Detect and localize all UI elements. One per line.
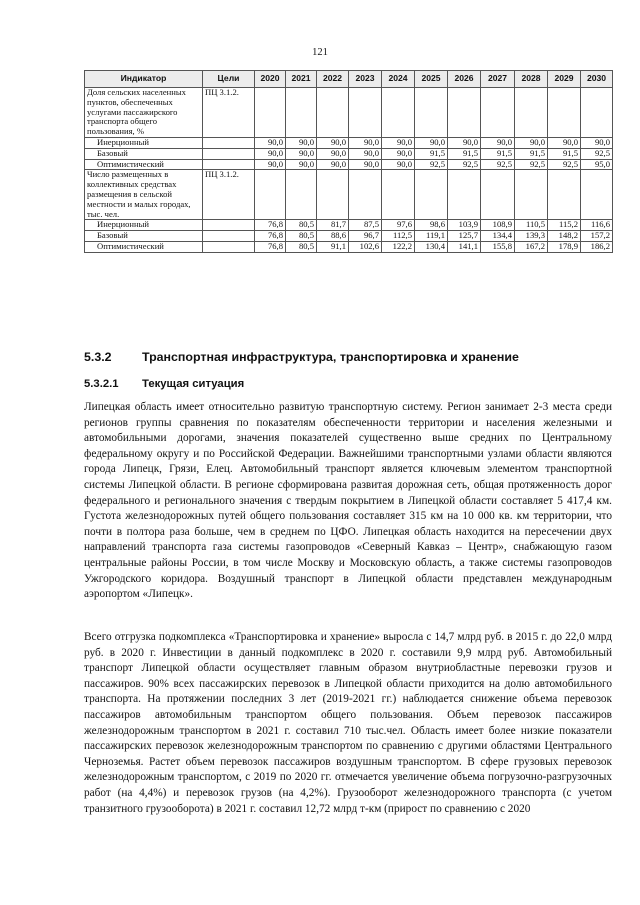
indicator-name: Число размещенных в коллективных средствах размещения в сельской местности и малых городах, тыс. чел. [85, 170, 203, 220]
value-cell: 92,5 [581, 148, 613, 159]
empty-cell [481, 170, 515, 220]
paragraph-transport-system: Липецкая область имеет относительно развитую транспортную систему. Регион занимает 2-3 места среди регионов группы сравнения по показателям обеспеченности территории и населения железными и автомобильными дорогами, значения показателей существенно выше средних по Центральному федеральному округу и по Российской Федерации. Важнейшими транспортными узлами области являются города Липецк, Грязи, Елец. Автомобильный транспорт является ключевым элементом транспортной системы Липецкой области. В регионе сформирована развитая дорожная сеть, общая протяженность дорог федерального и регионального значения с твердым покрытием в Липецкой области составляет 5 417,4 км. Густота железнодорожных путей общего пользования составляет 315 км на 10 000 кв. км территории, что почти в полтора раза больше, чем в среднем по ЦФО. Липецкая область находится на пересечении двух направлений транспорта газа системы газопроводов «Северный Кавказ – Центр», снабжающую газом центральные районы России, в том числе Москву и Московскую область, а также системы газопроводов Ужгородского коридора. Воздушный транспорт в Липецкой области представлен международным аэропортом «Липецк». [84, 401, 612, 601]
value-cell: 88,6 [317, 231, 349, 242]
value-cell: 92,5 [415, 159, 448, 170]
value-cell: 141,1 [448, 241, 481, 252]
empty-cell [349, 170, 382, 220]
value-cell: 90,0 [317, 137, 349, 148]
empty-cell [515, 88, 548, 138]
column-header: 2028 [515, 71, 548, 88]
value-cell: 91,5 [548, 148, 581, 159]
table-row [85, 220, 613, 231]
table-body [85, 88, 613, 253]
value-cell: 92,5 [448, 159, 481, 170]
value-cell: 90,0 [349, 148, 382, 159]
empty-cell [203, 137, 255, 148]
value-cell: 103,9 [448, 220, 481, 231]
empty-cell [286, 170, 317, 220]
column-header: 2023 [349, 71, 382, 88]
value-cell: 90,0 [415, 137, 448, 148]
table-header [85, 71, 613, 88]
empty-cell [203, 159, 255, 170]
value-cell: 167,2 [515, 241, 548, 252]
indicator-name-row [85, 88, 613, 138]
empty-cell [203, 231, 255, 242]
empty-cell [448, 170, 481, 220]
value-cell: 90,0 [581, 137, 613, 148]
table-row [85, 231, 613, 242]
value-cell: 90,0 [286, 148, 317, 159]
empty-cell [349, 88, 382, 138]
value-cell: 80,5 [286, 231, 317, 242]
value-cell: 90,0 [382, 148, 415, 159]
value-cell: 178,9 [548, 241, 581, 252]
empty-cell [415, 170, 448, 220]
empty-cell [548, 88, 581, 138]
value-cell: 125,7 [448, 231, 481, 242]
empty-cell [286, 88, 317, 138]
value-cell: 110,5 [515, 220, 548, 231]
value-cell: 90,0 [255, 159, 286, 170]
value-cell: 91,5 [448, 148, 481, 159]
value-cell: 91,5 [415, 148, 448, 159]
section-number: 5.3.2 [84, 350, 112, 364]
value-cell: 98,6 [415, 220, 448, 231]
value-cell: 112,5 [382, 231, 415, 242]
value-cell: 134,4 [481, 231, 515, 242]
column-header: 2029 [548, 71, 581, 88]
value-cell: 96,7 [349, 231, 382, 242]
column-header: 2024 [382, 71, 415, 88]
value-cell: 90,0 [448, 137, 481, 148]
column-header: Индикатор [85, 71, 203, 88]
value-cell: 90,0 [317, 148, 349, 159]
empty-cell [203, 148, 255, 159]
indicator-goal: ПЦ 3.1.2. [203, 88, 255, 138]
value-cell: 92,5 [548, 159, 581, 170]
value-cell: 90,0 [349, 159, 382, 170]
value-cell: 115,2 [548, 220, 581, 231]
indicator-name-row [85, 170, 613, 220]
section-heading-5-3-2-1 [84, 378, 244, 390]
empty-cell [581, 170, 613, 220]
empty-cell [515, 170, 548, 220]
empty-cell [255, 170, 286, 220]
value-cell: 157,2 [581, 231, 613, 242]
empty-cell [581, 88, 613, 138]
column-header: 2025 [415, 71, 448, 88]
column-header: 2021 [286, 71, 317, 88]
empty-cell [382, 88, 415, 138]
value-cell: 97,6 [382, 220, 415, 231]
value-cell: 90,0 [317, 159, 349, 170]
scenario-label: Оптимистический [85, 241, 203, 252]
subsection-number: 5.3.2.1 [84, 378, 119, 390]
value-cell: 122,2 [382, 241, 415, 252]
column-header: 2020 [255, 71, 286, 88]
value-cell: 186,2 [581, 241, 613, 252]
empty-cell [203, 220, 255, 231]
column-header: 2022 [317, 71, 349, 88]
value-cell: 90,0 [286, 137, 317, 148]
table-row [85, 148, 613, 159]
value-cell: 90,0 [255, 148, 286, 159]
subsection-title: Текущая ситуация [142, 378, 245, 390]
scenario-label: Инерционный [85, 220, 203, 231]
value-cell: 80,5 [286, 220, 317, 231]
value-cell: 91,5 [515, 148, 548, 159]
value-cell: 139,3 [515, 231, 548, 242]
value-cell: 90,0 [481, 137, 515, 148]
value-cell: 95,0 [581, 159, 613, 170]
value-cell: 90,0 [255, 137, 286, 148]
value-cell: 91,1 [317, 241, 349, 252]
empty-cell [317, 88, 349, 138]
value-cell: 92,5 [515, 159, 548, 170]
value-cell: 130,4 [415, 241, 448, 252]
value-cell: 91,5 [481, 148, 515, 159]
value-cell: 90,0 [286, 159, 317, 170]
table-row [85, 241, 613, 252]
table-row [85, 159, 613, 170]
value-cell: 90,0 [515, 137, 548, 148]
column-header: 2027 [481, 71, 515, 88]
value-cell: 90,0 [548, 137, 581, 148]
value-cell: 76,8 [255, 231, 286, 242]
column-header: 2030 [581, 71, 613, 88]
empty-cell [415, 88, 448, 138]
value-cell: 76,8 [255, 220, 286, 231]
table-row [85, 137, 613, 148]
value-cell: 90,0 [349, 137, 382, 148]
indicator-name: Доля сельских населенных пунктов, обеспеченных услугами пассажирского транспорта общего пользования, % [85, 88, 203, 138]
column-header: 2026 [448, 71, 481, 88]
scenario-label: Базовый [85, 231, 203, 242]
value-cell: 81,7 [317, 220, 349, 231]
empty-cell [548, 170, 581, 220]
column-header: Цели [203, 71, 255, 88]
section-heading-5-3-2 [84, 350, 519, 364]
empty-cell [448, 88, 481, 138]
value-cell: 155,8 [481, 241, 515, 252]
empty-cell [382, 170, 415, 220]
value-cell: 92,5 [481, 159, 515, 170]
page-number: 121 [312, 47, 328, 58]
value-cell: 102,6 [349, 241, 382, 252]
value-cell: 90,0 [382, 159, 415, 170]
value-cell: 119,1 [415, 231, 448, 242]
scenario-label: Инерционный [85, 137, 203, 148]
value-cell: 87,5 [349, 220, 382, 231]
value-cell: 116,6 [581, 220, 613, 231]
empty-cell [317, 170, 349, 220]
empty-cell [203, 241, 255, 252]
empty-cell [481, 88, 515, 138]
scenario-label: Оптимистический [85, 159, 203, 170]
value-cell: 148,2 [548, 231, 581, 242]
empty-cell [255, 88, 286, 138]
scenario-label: Базовый [85, 148, 203, 159]
section-title: Транспортная инфраструктура, транспортировка и хранение [142, 350, 519, 364]
indicator-table [84, 70, 613, 253]
value-cell: 90,0 [382, 137, 415, 148]
indicator-goal: ПЦ 3.1.2. [203, 170, 255, 220]
value-cell: 80,5 [286, 241, 317, 252]
value-cell: 108,9 [481, 220, 515, 231]
value-cell: 76,8 [255, 241, 286, 252]
paragraph-shipments: Всего отгрузка подкомплекса «Транспортировка и хранение» выросла с 14,7 млрд руб. в 2015 г. до 22,0 млрд руб. в 2020 г. Инвестиции в данный подкомплекс в 2020 г. составили 9,9 млрд руб. Автомобильный транспорт Липецкой области осуществляет главным образом внутриобластные перевозки грузов и пассажиров. 90% всех пассажирских перевозок в Липецкой области приходится на долю автомобильного транспорта. На протяжении последних 3 лет (2019-2021 гг.) наблюдается снижение объема перевозок пассажиров автомобильным транспортом общего пользования. Объем перевозок пассажиров железнодорожным транспортом в 2021 г. составил 710 тыс.чел. Область имеет более низкие показатели пассажирских перевозок железнодорожным транспортом по сравнению с другими областями Центрального Черноземья. Растет объем перевозок пассажиров воздушным транспортом. В сфере грузовых перевозок железнодорожным транспортом, с 2019 по 2020 гг. отмечается увеличение объема погрузочно-разгрузочных работ (на 4,4%) и перевозок грузов (на 4,2%). Грузооборот железнодорожного транспорта (с учетом транзитного грузооборота) в 2021 г. составил 12,72 млрд т-км (прирост по сравнению с 2020 [84, 631, 612, 815]
